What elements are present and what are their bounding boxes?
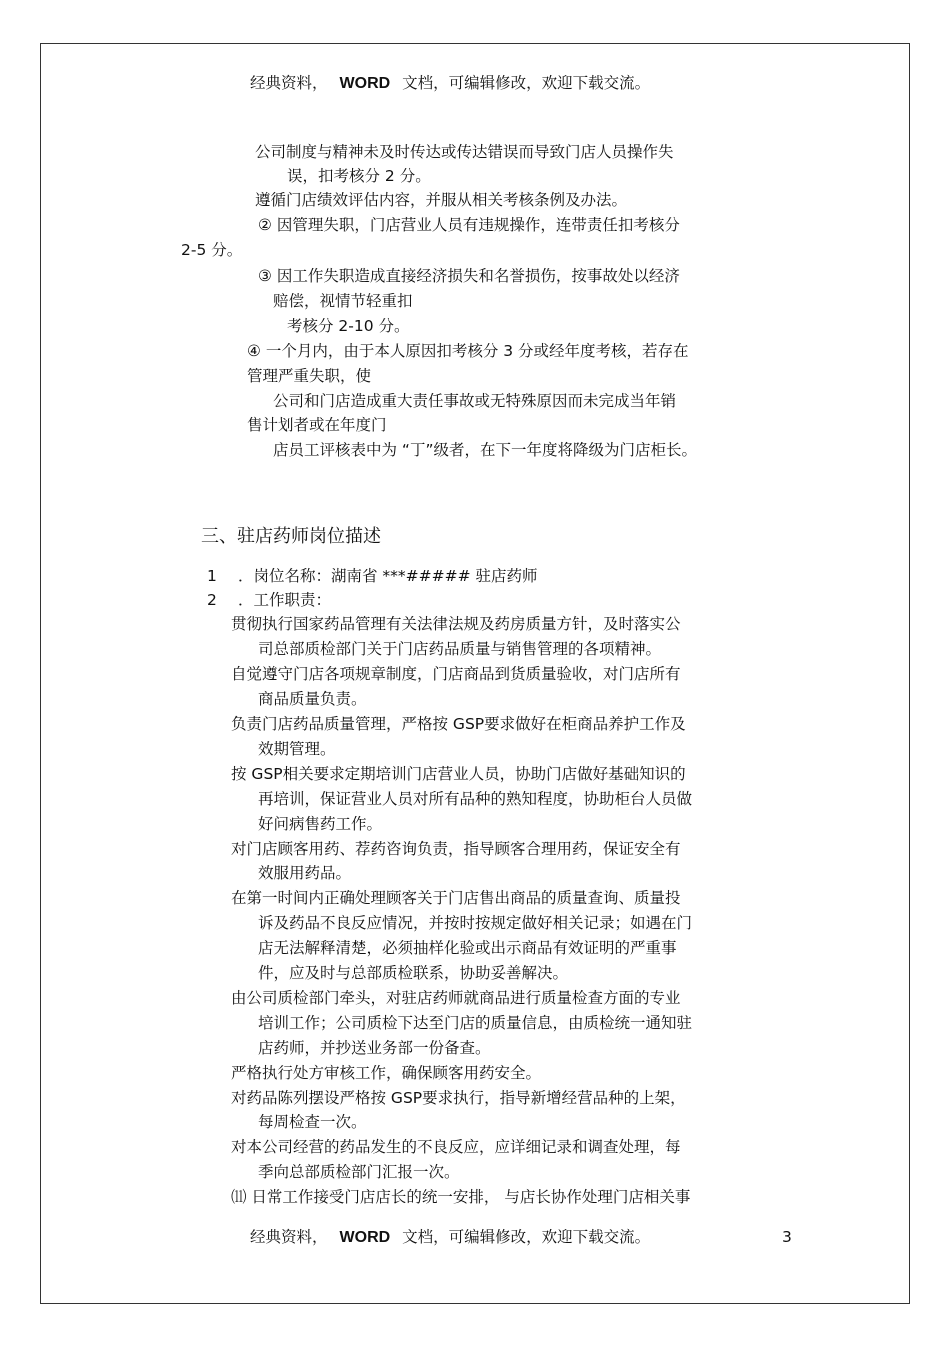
duty-line: 培训工作；公司质检下达至门店的质量信息，由质检统一通知驻 <box>258 1014 693 1032</box>
duty-line: 贯彻执行国家药品管理有关法律法规及药房质量方针，及时落实公 <box>231 615 681 633</box>
item-number: 1 <box>207 567 217 585</box>
item-text: ．岗位名称：湖南省 ***##### 驻店药师 <box>238 567 538 585</box>
header-right: 文档，可编辑修改，欢迎下载交流。 <box>402 74 651 92</box>
duty-line: 诉及药品不良反应情况，并按时按规定做好相关记录；如遇在门 <box>258 914 693 932</box>
upper-line: 公司制度与精神未及时传达或传达错误而导致门店人员操作失 <box>255 143 674 161</box>
header-left: 经典资料， <box>250 74 328 92</box>
duty-line: 司总部质检部门关于门店药品质量与销售管理的各项精神。 <box>258 640 662 658</box>
duty-line: ⑾ 日常工作接受门店店长的统一安排， 与店长协作处理门店相关事 <box>231 1188 691 1206</box>
upper-line: 管理严重失职，使 <box>247 367 372 385</box>
header-word: WORD <box>339 75 391 92</box>
duty-line: 再培训，保证营业人员对所有品种的熟知程度，协助柜台人员做 <box>258 790 693 808</box>
page-footer <box>250 1227 650 1248</box>
upper-line: 误，扣考核分 2 分。 <box>287 167 431 185</box>
upper-line: ④ 一个月内，由于本人原因扣考核分 3 分或经年度考核，若存在 <box>247 342 689 360</box>
duty-line: 商品质量负责。 <box>258 690 367 708</box>
footer-right: 文档，可编辑修改，欢迎下载交流。 <box>402 1228 651 1246</box>
item-number: 2 <box>207 591 217 609</box>
duty-line: 效期管理。 <box>258 740 336 758</box>
duty-line: 自觉遵守门店各项规章制度，门店商品到货质量验收，对门店所有 <box>231 665 681 683</box>
duty-line: 由公司质检部门牵头，对驻店药师就商品进行质量检查方面的专业 <box>231 989 681 1007</box>
upper-line: 公司和门店造成重大责任事故或无特殊原因而未完成当年销 <box>273 392 677 410</box>
duty-line: 负责门店药品质量管理，严格按 GSP要求做好在柜商品养护工作及 <box>231 715 686 733</box>
page-header <box>250 73 650 94</box>
duty-line: 店无法解释清楚，必须抽样化验或出示商品有效证明的严重事 <box>258 939 677 957</box>
upper-line: 赔偿，视情节轻重扣 <box>273 292 413 310</box>
duty-line: 对门店顾客用药、荐药咨询负责，指导顾客合理用药，保证安全有 <box>231 840 681 858</box>
duty-line: 严格执行处方审核工作，确保顾客用药安全。 <box>231 1064 542 1082</box>
upper-line: 店员工评核表中为 “丁”级者，在下一年度将降级为门店柜长。 <box>273 441 697 459</box>
page-number: 3 <box>782 1228 792 1246</box>
item-text: ．工作职责： <box>238 591 332 609</box>
upper-line: 考核分 2-10 分。 <box>287 317 410 335</box>
duty-line: 效服用药品。 <box>258 864 352 882</box>
upper-line: ③ 因工作失职造成直接经济损失和名誉损伤，按事故处以经济 <box>258 267 680 285</box>
upper-line: 售计划者或在年度门 <box>247 416 387 434</box>
footer-left: 经典资料， <box>250 1228 328 1246</box>
duty-line: 件，应及时与总部质检联系，协助妥善解决。 <box>258 964 569 982</box>
duty-line: 每周检查一次。 <box>258 1113 367 1131</box>
duty-line: 季向总部质检部门汇报一次。 <box>258 1163 460 1181</box>
duty-line: 按 GSP相关要求定期培训门店营业人员，协助门店做好基础知识的 <box>231 765 686 783</box>
duty-line: 对本公司经营的药品发生的不良反应，应详细记录和调查处理，每 <box>231 1138 681 1156</box>
duty-line: 好问病售药工作。 <box>258 815 383 833</box>
section-title: 三、驻店药师岗位描述 <box>201 526 381 547</box>
duty-line: 在第一时间内正确处理顾客关于门店售出商品的质量查询、质量投 <box>231 889 681 907</box>
footer-word: WORD <box>339 1229 391 1246</box>
duty-line: 店药师，并抄送业务部一份备查。 <box>258 1039 491 1057</box>
upper-line: 遵循门店绩效评估内容，并服从相关考核条例及办法。 <box>255 191 628 209</box>
duty-line: 对药品陈列摆设严格按 GSP要求执行，指导新增经营品种的上架， <box>231 1089 686 1107</box>
upper-line: 2-5 分。 <box>181 241 243 259</box>
upper-line: ② 因管理失职，门店营业人员有违规操作，连带责任扣考核分 <box>258 216 680 234</box>
